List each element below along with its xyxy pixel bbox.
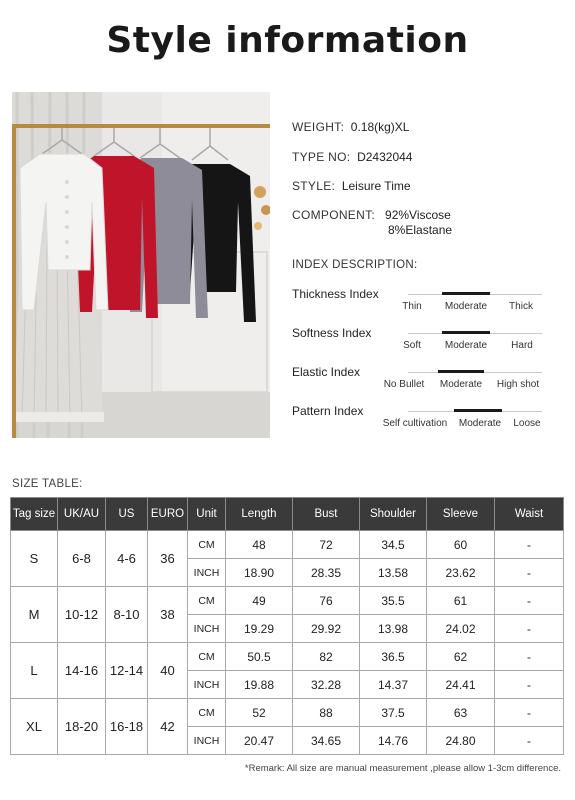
shoulder-cell: 37.5 xyxy=(360,699,427,727)
bust-cell: 32.28 xyxy=(293,671,360,699)
sleeve-cell: 62 xyxy=(427,643,495,671)
product-photo xyxy=(12,92,270,438)
size-table-heading: SIZE TABLE: xyxy=(12,478,83,490)
column-header: Tag size xyxy=(11,498,58,531)
shoulder-cell: 36.5 xyxy=(360,643,427,671)
shoulder-cell: 13.98 xyxy=(360,615,427,643)
euro-size-cell: 40 xyxy=(148,643,188,699)
bust-cell: 28.35 xyxy=(293,559,360,587)
style-row xyxy=(292,179,411,193)
shoulder-cell: 14.76 xyxy=(360,727,427,755)
component-row xyxy=(292,208,451,222)
column-header: Shoulder xyxy=(360,498,427,531)
index-option: No Bullet xyxy=(383,379,425,390)
unit-cell: INCH xyxy=(188,727,226,755)
sleeve-cell: 24.80 xyxy=(427,727,495,755)
index-option: Moderate xyxy=(439,379,483,390)
tag-size-cell: M xyxy=(11,587,58,643)
index-label: Elastic Index xyxy=(292,365,361,379)
shoulder-cell: 13.58 xyxy=(360,559,427,587)
component-row-2 xyxy=(388,223,452,237)
length-cell: 50.5 xyxy=(226,643,293,671)
length-cell: 48 xyxy=(226,531,293,559)
type-label: TYPE NO: xyxy=(292,150,351,164)
sleeve-cell: 63 xyxy=(427,699,495,727)
index-label: Thickness Index xyxy=(292,287,379,301)
index-option: Soft xyxy=(403,340,421,351)
waist-cell: - xyxy=(495,615,564,643)
unit-cell: CM xyxy=(188,531,226,559)
length-cell: 52 xyxy=(226,699,293,727)
pattern-index xyxy=(292,404,542,440)
index-description-heading: INDEX DESCRIPTION: xyxy=(292,259,418,271)
waist-cell: - xyxy=(495,531,564,559)
bust-cell: 82 xyxy=(293,643,360,671)
shoulder-cell: 35.5 xyxy=(360,587,427,615)
sleeve-cell: 61 xyxy=(427,587,495,615)
table-row xyxy=(11,531,564,559)
unit-cell: CM xyxy=(188,643,226,671)
index-option: Moderate xyxy=(458,418,502,429)
column-header: Bust xyxy=(293,498,360,531)
clothing-rack-image xyxy=(12,92,270,438)
tag-size-cell: L xyxy=(11,643,58,699)
unit-cell: CM xyxy=(188,587,226,615)
component-value-1: 92%Viscose xyxy=(385,208,451,222)
waist-cell: - xyxy=(495,559,564,587)
softness-index xyxy=(292,326,542,362)
index-selected-bar xyxy=(442,292,490,295)
length-cell: 19.88 xyxy=(226,671,293,699)
bust-cell: 34.65 xyxy=(293,727,360,755)
column-header: UK/AU xyxy=(58,498,106,531)
waist-cell: - xyxy=(495,671,564,699)
shoulder-cell: 14.37 xyxy=(360,671,427,699)
index-selected-bar xyxy=(438,370,484,373)
table-row xyxy=(11,699,564,727)
column-header: Unit xyxy=(188,498,226,531)
uk-size-cell: 6-8 xyxy=(58,531,106,587)
thickness-index xyxy=(292,287,542,323)
column-header: EURO xyxy=(148,498,188,531)
column-header: Waist xyxy=(495,498,564,531)
index-option: Thin xyxy=(402,301,422,312)
length-cell: 49 xyxy=(226,587,293,615)
type-value: D2432044 xyxy=(357,150,413,164)
style-value: Leisure Time xyxy=(341,179,411,193)
index-selected-bar xyxy=(442,331,490,334)
remark-note: *Remark: All size are manual measurement ,please allow 1-3cm difference. xyxy=(244,763,561,774)
euro-size-cell: 36 xyxy=(148,531,188,587)
column-header: Length xyxy=(226,498,293,531)
tag-size-cell: XL xyxy=(11,699,58,755)
column-header: Sleeve xyxy=(427,498,495,531)
table-row xyxy=(11,587,564,615)
index-option: Loose xyxy=(513,418,541,429)
tag-size-cell: S xyxy=(11,531,58,587)
weight-value: 0.18(kg)XL xyxy=(350,120,410,134)
us-size-cell: 8-10 xyxy=(106,587,148,643)
index-option: High shot xyxy=(496,379,540,390)
sleeve-cell: 23.62 xyxy=(427,559,495,587)
length-cell: 18.90 xyxy=(226,559,293,587)
unit-cell: INCH xyxy=(188,615,226,643)
euro-size-cell: 42 xyxy=(148,699,188,755)
bust-cell: 76 xyxy=(293,587,360,615)
euro-size-cell: 38 xyxy=(148,587,188,643)
table-header-row xyxy=(11,498,564,531)
waist-cell: - xyxy=(495,699,564,727)
elastic-index xyxy=(292,365,542,401)
length-cell: 20.47 xyxy=(226,727,293,755)
us-size-cell: 12-14 xyxy=(106,643,148,699)
index-option: Moderate xyxy=(444,301,488,312)
uk-size-cell: 18-20 xyxy=(58,699,106,755)
index-selected-bar xyxy=(454,409,502,412)
weight-row xyxy=(292,120,409,134)
waist-cell: - xyxy=(495,727,564,755)
uk-size-cell: 14-16 xyxy=(58,643,106,699)
waist-cell: - xyxy=(495,643,564,671)
index-option: Self cultivation xyxy=(382,418,448,429)
index-label: Pattern Index xyxy=(292,404,364,418)
length-cell: 19.29 xyxy=(226,615,293,643)
weight-label: WEIGHT: xyxy=(292,120,345,134)
index-option: Moderate xyxy=(444,340,488,351)
style-label: STYLE: xyxy=(292,179,336,193)
bust-cell: 29.92 xyxy=(293,615,360,643)
page-title: Style information xyxy=(106,20,469,61)
component-value-2: 8%Elastane xyxy=(388,223,453,237)
us-size-cell: 16-18 xyxy=(106,699,148,755)
table-row xyxy=(11,643,564,671)
unit-cell: CM xyxy=(188,699,226,727)
index-option: Hard xyxy=(511,340,533,351)
us-size-cell: 4-6 xyxy=(106,531,148,587)
waist-cell: - xyxy=(495,587,564,615)
bust-cell: 88 xyxy=(293,699,360,727)
uk-size-cell: 10-12 xyxy=(58,587,106,643)
sleeve-cell: 24.41 xyxy=(427,671,495,699)
component-label: COMPONENT: xyxy=(292,208,376,222)
unit-cell: INCH xyxy=(188,671,226,699)
index-label: Softness Index xyxy=(292,326,372,340)
sleeve-cell: 24.02 xyxy=(427,615,495,643)
size-table xyxy=(10,497,564,755)
sleeve-cell: 60 xyxy=(427,531,495,559)
type-row xyxy=(292,150,412,164)
bust-cell: 72 xyxy=(293,531,360,559)
unit-cell: INCH xyxy=(188,559,226,587)
shoulder-cell: 34.5 xyxy=(360,531,427,559)
index-option: Thick xyxy=(509,301,533,312)
column-header: US xyxy=(106,498,148,531)
